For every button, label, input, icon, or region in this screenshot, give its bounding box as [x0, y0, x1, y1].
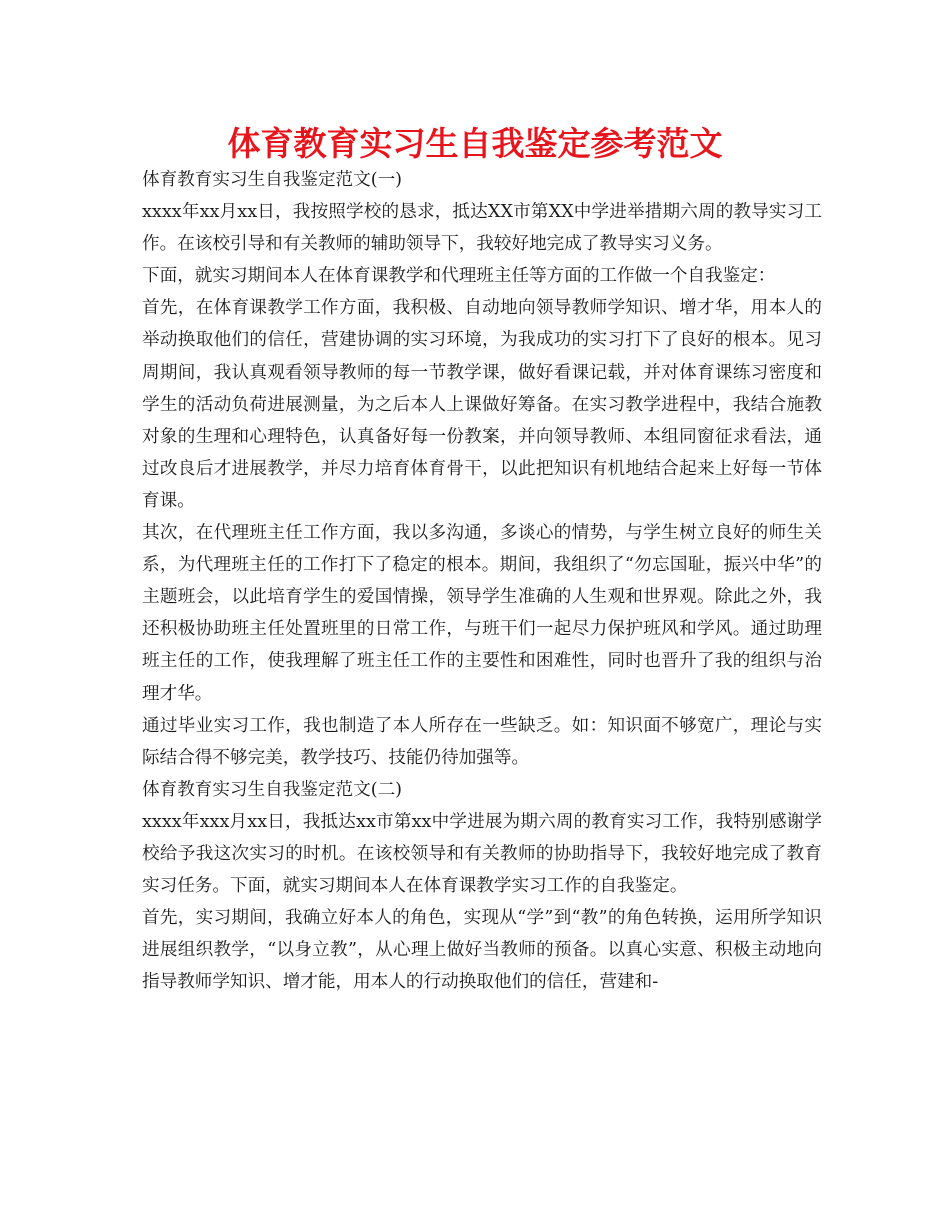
section-heading-1: 体育教育实习生自我鉴定范文(一)	[142, 170, 403, 190]
body-paragraph: 首先，实习期间，我确立好本人的角色，实现从“学”到“教”的角色转换，运用所学知识进展组织教学，“以身立教”，从心理上做好当教师的预备。以真心实意、积极主动地向指导教师学知识、增才能，用本人的行动换取他们的信任，营建和-	[142, 908, 822, 993]
document-body	[142, 164, 822, 998]
body-paragraph: 其次，在代理班主任工作方面，我以多沟通，多谈心的情势，与学生树立良好的师生关系，为代理班主任的工作打下了稳定的根本。期间，我组织了“勿忘国耻，振兴中华”的主题班会，以此培育学生的爱国情操，领导学生准确的人生观和世界观。除此之外，我还积极协助班主任处置班里的日常工作，与班干们一起尽力保护班风和学风。通过助理班主任的工作，使我理解了班主任工作的主要性和困难性，同时也晋升了我的组织与治理才华。	[142, 523, 822, 704]
document-title: 体育教育实习生自我鉴定参考范文	[227, 124, 723, 163]
body-paragraph: 首先，在体育课教学工作方面，我积极、自动地向领导教师学知识、增才华，用本人的举动换取他们的信任，营建协调的实习环境，为我成功的实习打下了良好的根本。见习周期间，我认真观看领导教师的每一节教学课，做好看课记载，并对体育课练习密度和学生的活动负荷进展测量，为之后本人上课做好筹备。在实习教学进程中，我结合施教对象的生理和心理特色，认真备好每一份教案，并向领导教师、本组同窗征求看法，通过改良后才进展教学，并尽力培育体育骨干，以此把知识有机地结合起来上好每一节体育课。	[142, 298, 822, 511]
body-paragraph: 通过毕业实习工作，我也制造了本人所存在一些缺乏。如：知识面不够宽广，理论与实际结合得不够完美，教学技巧、技能仍待加强等。	[142, 715, 822, 768]
body-paragraph: xxxx年xx月xx日，我按照学校的恳求，抵达XX市第XX中学进举措期六周的教导实习工作。在该校引导和有关教师的辅助领导下，我较好地完成了教导实习义务。	[142, 202, 822, 255]
section-heading-2: 体育教育实习生自我鉴定范文(二)	[142, 779, 403, 800]
body-paragraph: 下面，就实习期间本人在体育课教学和代理班主任等方面的工作做一个自我鉴定：	[142, 266, 776, 287]
body-paragraph: xxxx年xxx月xx日，我抵达xx市第xx中学进展为期六周的教育实习工作，我特别感谢学校给予我这次实习的时机。在该校领导和有关教师的协助指导下，我较好地完成了教育实习任务。下面，就实习期间本人在体育课教学实习工作的自我鉴定。	[142, 811, 822, 897]
